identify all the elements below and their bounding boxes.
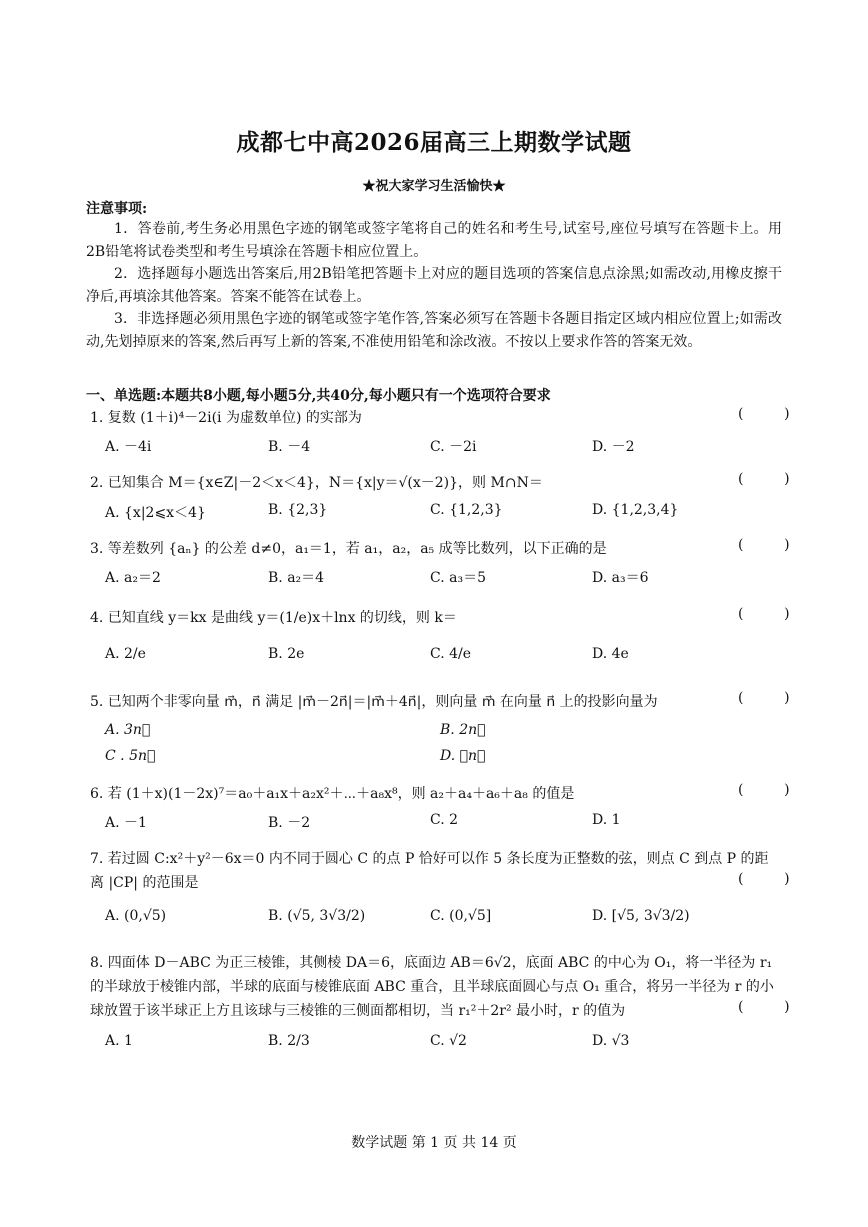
- question-1-option-d: D. －2: [592, 439, 635, 455]
- question-4-option-a: A. 2/e: [105, 646, 146, 662]
- question-5-option-d: D. －n⃗: [440, 748, 486, 764]
- question-7-option-a: A. (0,√5): [105, 908, 167, 924]
- notice-item-3: 3．非选择题必须用黑色字迹的钢笔或签字笔作答,答案必须写在答题卡各题目指定区域内相应位置上;如需改动,先划掉原来的答案,然后再写上新的答案,不准使用铅笔和涂改液。不按以上要求作答的答案无效。: [86, 311, 782, 350]
- question-6-option-b: B. －2: [268, 815, 311, 831]
- question-8-stem: 8. 四面体 D－ABC 为正三棱锥，其侧棱 DA＝6，底面边 AB＝6√2，底面 ABC 的中心为 O₁，将一半径为 r₁ 的半球放于棱锥内部，半球的底面与棱锥底面 ABC 重合，且半球底面圆心与点 O₁ 重合，将另一半径为 r 的小球放置于该半球正上方且该球与三棱锥的三侧面都相切，当 r₁²＋2r² 最小时，r 的值为: [90, 955, 774, 1019]
- question-4-answer-paren: ( ): [738, 606, 792, 622]
- question-6-option-c: C. 2: [430, 812, 459, 828]
- notice-item-1: 1．答卷前,考生务必用黑色字迹的钢笔或签字笔将自己的姓名和考生号,试室号,座位号填写在答题卡上。用2B铅笔将试卷类型和考生号填涂在答题卡相应位置上。: [86, 221, 782, 260]
- question-3-answer-paren: ( ): [738, 537, 792, 553]
- page-footer: 数学试题 第 1 页 共 14 页: [351, 1135, 517, 1151]
- question-1-stem: 1. 复数 (1＋i)⁴－2i(i 为虚数单位) 的实部为: [90, 410, 362, 426]
- question-8-option-a: A. 1: [105, 1033, 133, 1049]
- page-title: 成都七中高2026届高三上期数学试题: [236, 129, 632, 156]
- question-5-option-c: C . 5n⃗: [105, 748, 156, 764]
- question-4-stem: 4. 已知直线 y＝kx 是曲线 y＝(1/e)x＋lnx 的切线，则 k＝: [90, 610, 457, 626]
- question-2-option-b: B. {2,3}: [268, 502, 328, 518]
- question-7-option-d: D. [√5, 3√3/2): [592, 908, 690, 924]
- question-1-answer-paren: ( ): [738, 406, 792, 422]
- question-5-option-a: A. 3n⃗: [105, 722, 151, 738]
- question-8-answer-paren: ( ): [738, 999, 792, 1015]
- notice-heading: 注意事项:: [86, 201, 148, 217]
- section-title: 一、单选题:本题共8小题,每小题5分,共40分,每小题只有一个选项符合要求: [86, 388, 551, 404]
- question-8-option-c: C. √2: [430, 1033, 467, 1049]
- question-8-option-d: D. √3: [592, 1033, 630, 1049]
- question-3-stem: 3. 等差数列 {aₙ} 的公差 d≠0，a₁＝1，若 a₁，a₂，a₅ 成等比数列，以下正确的是: [90, 541, 607, 557]
- question-3-option-d: D. a₃＝6: [592, 570, 649, 586]
- question-2-answer-paren: ( ): [738, 471, 792, 487]
- question-6-answer-paren: ( ): [738, 782, 792, 798]
- question-2-option-c: C. {1,2,3}: [430, 502, 503, 518]
- question-5-answer-paren: ( ): [738, 690, 792, 706]
- question-3-option-b: B. a₂＝4: [268, 570, 325, 586]
- question-4-option-b: B. 2e: [268, 646, 305, 662]
- question-3-option-a: A. a₂＝2: [105, 570, 161, 586]
- question-4-option-c: C. 4/e: [430, 646, 472, 662]
- question-6-option-d: D. 1: [592, 812, 621, 828]
- question-8-option-b: B. 2/3: [268, 1033, 310, 1049]
- question-7-option-b: B. (√5, 3√3/2): [268, 908, 366, 924]
- notice-item-2: 2．选择题每小题选出答案后,用2B铅笔把答题卡上对应的题目选项的答案信息点涂黑;如需改动,用橡皮擦干净后,再填涂其他答案。答案不能答在试卷上。: [86, 266, 782, 305]
- question-2-stem: 2. 已知集合 M＝{x∈Z|－2＜x＜4}，N＝{x|y＝√(x－2)}，则 M∩N＝: [90, 475, 543, 491]
- question-7-answer-paren: ( ): [738, 871, 792, 887]
- question-5-option-b: B. 2n⃗: [440, 722, 486, 738]
- question-2-option-d: D. {1,2,3,4}: [592, 502, 679, 518]
- question-1-option-c: C. －2i: [430, 439, 477, 455]
- question-1-option-a: A. －4i: [105, 439, 152, 455]
- question-7-option-c: C. (0,√5]: [430, 908, 492, 924]
- question-5-stem: 5. 已知两个非零向量 m⃗，n⃗ 满足 |m⃗－2n⃗|＝|m⃗＋4n⃗|，则向量 m⃗ 在向量 n⃗ 上的投影向量为: [90, 694, 658, 710]
- question-6-option-a: A. －1: [105, 815, 147, 831]
- question-6-stem: 6. 若 (1＋x)(1－2x)⁷＝a₀＋a₁x＋a₂x²＋⋯＋a₈x⁸，则 a₂＋a₄＋a₆＋a₈ 的值是: [90, 786, 575, 802]
- question-4-option-d: D. 4e: [592, 646, 629, 662]
- question-7-stem: 7. 若过圆 C:x²＋y²－6x＝0 内不同于圆心 C 的点 P 恰好可以作 5 条长度为正整数的弦，则点 C 到点 P 的距离 |CP| 的范围是: [90, 851, 769, 891]
- question-3-option-c: C. a₃＝5: [430, 570, 486, 586]
- subtitle: ★祝大家学习生活愉快★: [362, 179, 506, 194]
- question-2-option-a: A. {x|2⩽x＜4}: [105, 505, 206, 521]
- question-1-option-b: B. －4: [268, 439, 311, 455]
